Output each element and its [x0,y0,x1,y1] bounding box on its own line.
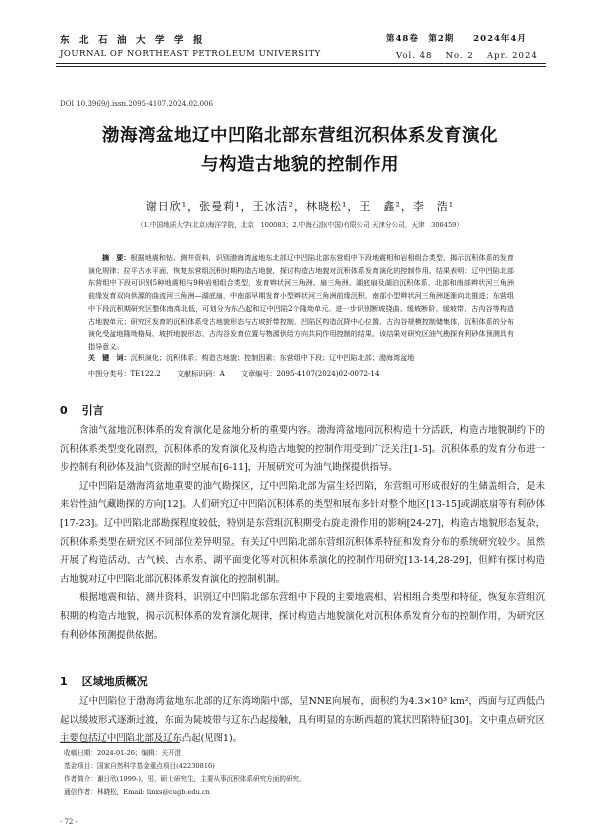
page-number: · 72 · [60,818,78,826]
document-code: 文献标识码：A [177,369,225,378]
paragraph: 辽中凹陷是渤海湾盆地重要的油气勘探区，辽中凹陷北部为富生烃凹陷，东营组可形成很好的生储盖组合，是未来岩性油气藏勘探的方向[12]。人们研究辽中凹陷沉积体系的类型和展布多针对整个地区[13-15]或湖底扇等有利砂体[17-23]。辽中凹陷北部勘探程度较低，特别是东营组沉积期受右旋走滑作用的影响[24-27]，构造古地貌形态复杂，沉积体系类型在研究区不同部位差异明显。有关辽中凹陷北部东营组沉积体系特征和发育分布的系统研究较少。虽然开展了构造活动、古气候、古水系、湖平面变化等对沉积体系演化的控制作用研究[13-14,28-29]，但鲜有探讨构造古地貌对辽中凹陷北部沉积体系发育演化的控制机制。 [60,480,545,585]
abstract [88,252,514,354]
article-title-line1: 渤海湾盆地辽中凹陷北部东营组沉积体系发育演化 [102,126,498,146]
keywords-text: 沉积演化；沉积体系；构造古地貌；控制因素；东营组中下段；辽中凹陷北部；渤海湾盆地 [130,353,415,362]
footnote-received: 收稿日期：2024-01-26；编辑：关开澄 [64,749,182,757]
section-title: 引言 [81,404,104,417]
footnote-author: 作者简介：谢日欣(1999-)，男，硕士研究生，主要从事沉积体系研究方面的研究。 [64,775,306,783]
footnote-correspondence: 通信作者：林晓松，Email: linxs@cugb.edu.cn [64,788,210,796]
clc-number: 中图分类号：TE122.2 [88,369,161,378]
keywords-label: 关 键 词： [88,353,131,362]
article-number: 文章编号：2095-4107(2024)02-0072-14 [241,369,380,378]
section-heading-0 [60,402,104,418]
volume-en: Vol. 48 No. 2 Apr. 2024 [396,51,538,61]
section-number: 0 [60,404,68,417]
geology-body [60,693,545,749]
abstract-text: 根据地震和钻、测井资料，识别渤海湾盆地东北部辽中凹陷北部东营组中下段地震相和岩相组合类型，揭示沉积体系的发育演化规律；拉平古水平面，恢复东营组沉积时期构造古地貌，探讨构造古地貌对沉积体系发育演化的控制作用。结果表明：辽中凹陷北部东营组中下段可识别5种地震相与9种岩相组合类型，发育辫状河三角洲、扇三角洲、湖底扇及湖泊沉积体系，北部和南部辫状河三角洲前缘发育双向供源的曲流河三角洲—湖底扇，中南部早期发育小型辫状河三角洲前缘沉积，南部小型辫状河三角洲逐渐向北推进；东营组中下段沉积期研究区整体南高北低，可划分为东凸起和辽中凹陷2个隆坳单元。进一步识别断坡挠曲、缓坡断阶、缓坡带、古沟谷等构造古地貌单元；研究区发育的沉积体系受古地貌形态与古坡折带控制，凹陷区构造沉降中心位置、古沟谷规模控制储集体，沉积体系的分布演化受盆地隆坳格局、坡折地貌形态、古沟谷发育位置与物源供给方向共同作用控制的结果。该结果对研究区油气勘探有利砂体预测具有指导意义。 [88,253,515,351]
footnote-fund: 基金项目：国家自然科学基金重点项目(42230816) [64,762,215,770]
article-title-line2: 与构造古地貌的控制作用 [201,155,399,175]
classification-line [88,369,514,379]
abstract-label: 摘 要： [102,253,131,262]
header-rule-2 [56,66,546,67]
journal-title-cn: 东北石油大学学报 [60,35,213,46]
intro-body [60,422,545,645]
header-rule [56,63,546,64]
section-heading-1 [60,673,148,689]
doi[interactable]: DOI 10.3969/j.issn.2095-4107.2024.02.006 [60,100,213,108]
authors: 谢日欣¹，张曼莉¹，王冰洁²，林晓松¹，王 鑫²，李 浩¹ [145,200,455,213]
journal-title-en: JOURNAL OF NORTHEAST PETROLEUM UNIVERSITY [60,49,321,59]
affiliations: （1.中国地质大学(北京)海洋学院，北京 100083；2.中海石油(中国)有限公司 天津分公司，天津 300459） [137,221,463,229]
footnote-rule [60,742,180,743]
paragraph: 根据地震和钻、测井资料，识别辽中凹陷北部东营组中下段的主要地震相、岩相组合类型和特征，恢复东营组沉积期的构造古地貌，揭示沉积体系的发育演化规律，探讨构造古地貌演化对沉积体系发育分布的控制作用，为研究区有利砂体预测提供依据。 [60,592,545,641]
paragraph: 辽中凹陷位于渤海湾盆地东北部的辽东湾坳陷中部，呈NNE向展布，面积约为4.3×10³ km²，西面与辽西低凸起以缓坡形式逐渐过渡，东面为陡坡带与辽东凸起接触，具有明显的东断西超的箕状凹陷特征[30]。文中重点研究区主要包括辽中凹陷北部及辽东凸起(见图1)。 [60,696,545,745]
section-title: 区域地质概况 [81,675,148,688]
keywords [88,353,514,363]
volume-cn: 第48卷 第2期 2024年4月 [386,34,527,44]
section-number: 1 [60,675,68,688]
paragraph: 含油气盆地沉积体系的发育演化是盆地分析的重要内容。渤海湾盆地同沉积构造十分活跃，构造古地貌制约下的沉积体系类型变化剧烈，沉积体系的发育演化及构造古地貌的控制作用受到广泛关注[1-5]。沉积体系的发育分布进一步控制有利砂体及油气资源的时空展布[6-11]，开展研究可为油气勘探提供指导。 [60,425,545,474]
